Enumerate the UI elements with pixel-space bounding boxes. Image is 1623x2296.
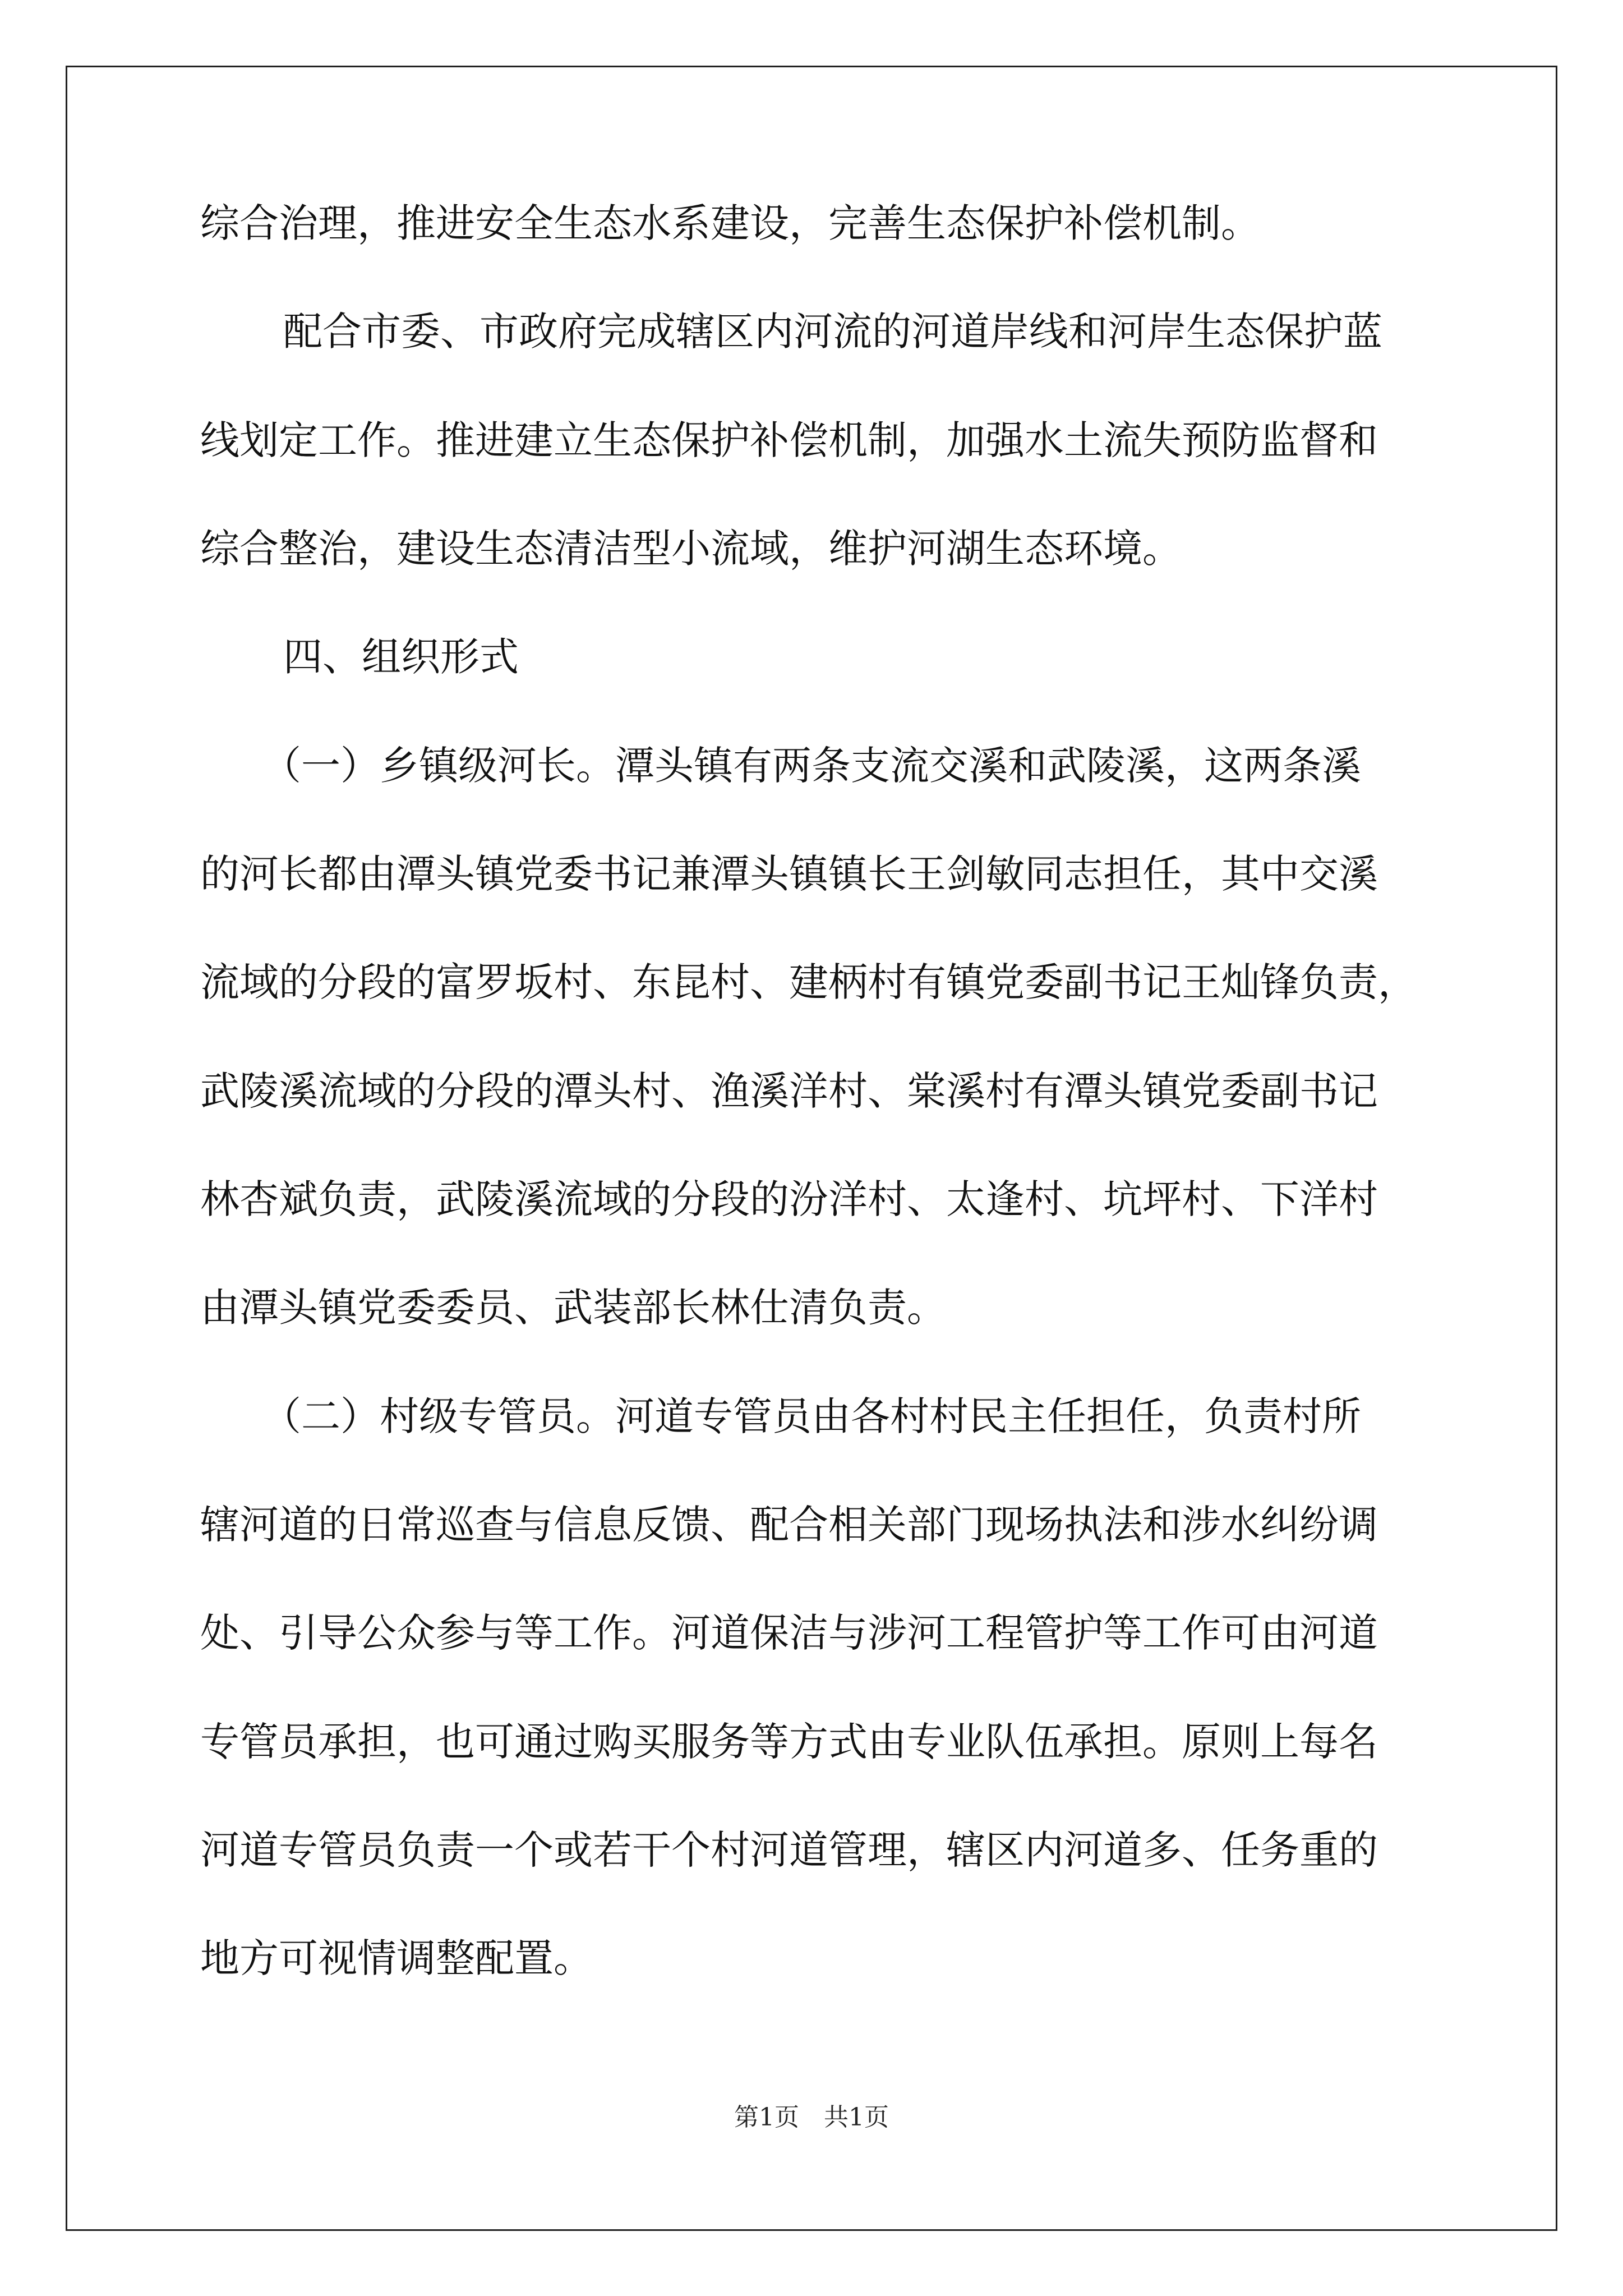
text-line: 综合整治，建设生态清洁型小流域，维护河湖生态环境。 bbox=[200, 526, 1182, 572]
text-line: 配合市委、市政府完成辖区内河流的河道岸线和河岸生态保护蓝 bbox=[283, 309, 1382, 355]
text-line: （二）村级专管员。河道专管员由各村村民主任担任，负责村所 bbox=[262, 1393, 1361, 1439]
text-line: 流域的分段的富罗坂村、东昆村、建柄村有镇党委副书记王灿锋负责， bbox=[200, 959, 1417, 1005]
text-line: 地方可视情调整配置。 bbox=[200, 1935, 593, 1981]
text-line: 专管员承担，也可通过购买服务等方式由专业队伍承担。原则上每名 bbox=[200, 1719, 1378, 1765]
text-line: 处、引导公众参与等工作。河道保洁与涉河工程管护等工作可由河道 bbox=[200, 1610, 1378, 1656]
page-footer: 第1页 共1页 bbox=[734, 2103, 889, 2132]
text-line: （一）乡镇级河长。潭头镇有两条支流交溪和武陵溪，这两条溪 bbox=[262, 743, 1361, 789]
section-heading: 四、组织形式 bbox=[283, 634, 519, 680]
text-line: 河道专管员负责一个或若干个村河道管理，辖区内河道多、任务重的 bbox=[200, 1827, 1378, 1873]
text-line: 林杏斌负责，武陵溪流域的分段的汾洋村、太逢村、坑坪村、下洋村 bbox=[200, 1176, 1378, 1222]
text-line: 武陵溪流域的分段的潭头村、渔溪洋村、棠溪村有潭头镇党委副书记 bbox=[200, 1068, 1378, 1114]
text-line: 辖河道的日常巡查与信息反馈、配合相关部门现场执法和涉水纠纷调 bbox=[200, 1502, 1378, 1548]
text-line: 线划定工作。推进建立生态保护补偿机制，加强水土流失预防监督和 bbox=[200, 417, 1378, 463]
page-border bbox=[66, 66, 1557, 2231]
text-line: 综合治理，推进安全生态水系建设，完善生态保护补偿机制。 bbox=[200, 200, 1260, 246]
text-line: 由潭头镇党委委员、武装部长林仕清负责。 bbox=[200, 1285, 946, 1331]
text-line: 的河长都由潭头镇党委书记兼潭头镇镇长王剑敏同志担任，其中交溪 bbox=[200, 851, 1378, 897]
